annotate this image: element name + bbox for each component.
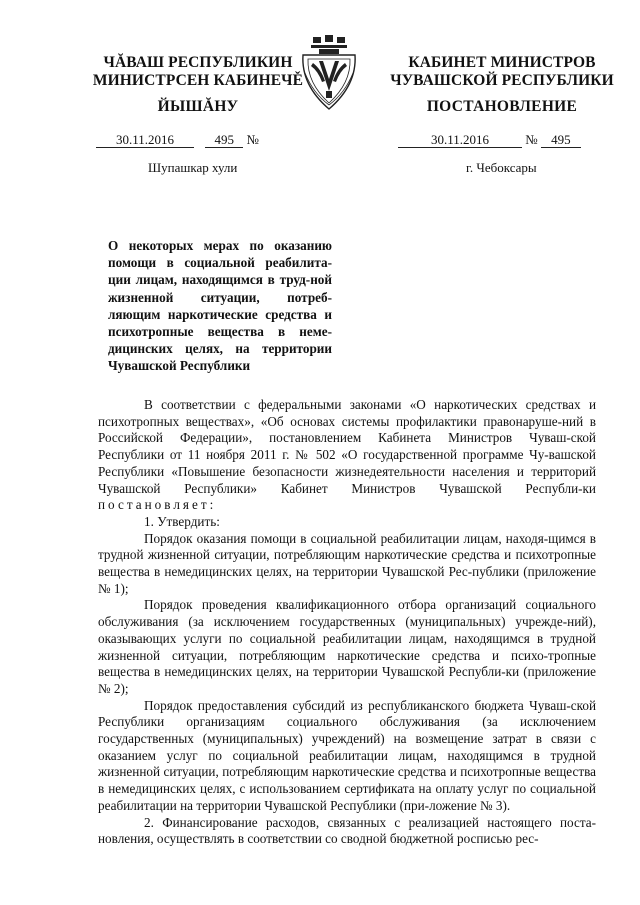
doctype-right: ПОСТАНОВЛЕНИЕ	[426, 98, 578, 115]
paragraph-appendix-2: Порядок проведения квалификационного отбора организаций социального обслуживания (за исключением государственных (муниципальных) учрежде-ний), оказывающих услуги по социальной реабилитации лицам, находящимся в трудной жизненной ситуации, потребляющим наркотические средства и психо-тропные вещества в немедицинских целях, на территории Чувашской Республи-ки (приложение № 2);	[98, 597, 596, 696]
place-left: Шупашкар хули	[148, 160, 238, 175]
header-right-line2: ЧУВАШСКОЙ РЕСПУБЛИКИ	[390, 72, 614, 89]
dateline-right	[398, 132, 581, 148]
paragraph-financing: 2. Финансирование расходов, связанных с реализацией настоящего поста-новления, осуществлять в соответствии со сводной бюджетной росписью рес-	[98, 814, 596, 847]
number-right: 495	[541, 133, 581, 148]
header-right-line1: КАБИНЕТ МИНИСТРОВ	[408, 54, 596, 71]
header-left	[68, 54, 328, 90]
header-left-line2: МИНИСТРСЕН КАБИНЕЧĚ	[92, 72, 304, 89]
paragraph-appendix-3: Порядок предоставления субсидий из республиканского бюджета Чуваш-ской Республики организациям социального обслуживания (за исключением государственных (муниципальных) учреждений) на возмещение затрат в связи с оказанием услуг по социальной реабилитации лицам, находящимся в трудной жизненной ситуации, потребляющим наркотические средства и психотропные вещества в немедицинских целях, с использованием сертификата на оплату услуг по социальной реабилитации на территории Чувашской Республики (при-ложение № 3).	[98, 697, 596, 813]
doctype-left: ЙЫШĂНУ	[157, 98, 239, 115]
document-body	[98, 397, 596, 848]
coat-of-arms-icon	[295, 33, 363, 113]
resolution-word: постановляет:	[98, 497, 217, 513]
number-sign-left: №	[246, 132, 259, 147]
place-right: г. Чебоксары	[466, 160, 537, 175]
date-left: 30.11.2016	[96, 133, 194, 148]
header-left-line1: ЧĂВАШ РЕСПУБЛИКИН	[103, 54, 293, 71]
header-right	[372, 54, 632, 90]
preamble-text: В соответствии с федеральными законами «О наркотических средствах и психотропных веществах», «Об основах системы профилактики правонаруше-ний в Российской Федерации», постановлением Кабинета Министров Чуваш-ской Республики от 11 ноября 2011 г. № 502 «О государственной программе Чу-вашской Республики «Повышение безопасности жизнедеятельности населения и территорий Чувашской Республики» Кабинет Министров Чувашской Республи-ки	[98, 397, 596, 496]
number-sign-right: №	[525, 132, 538, 147]
paragraph-preamble	[98, 397, 596, 514]
paragraph-appendix-1: Порядок оказания помощи в социальной реабилитации лицам, находя-щимся в трудной жизненной ситуации, потребляющим наркотические средства и психотропные вещества в немедицинских целях, на территории Чувашской Рес-публики (приложение № 1);	[98, 530, 596, 596]
paragraph-approve: 1. Утвердить:	[144, 513, 220, 529]
dateline-left	[96, 132, 259, 148]
document-title: О некоторых мерах по оказанию помощи в социальной реабилита-ции лицам, находящимся в труд-ной жизненной ситуации, потреб-ляющим наркотические средства и психотропные вещества в неме-дицинских целях, на территории Чувашской Республики	[108, 238, 332, 374]
number-left: 495	[205, 133, 243, 148]
date-right: 30.11.2016	[398, 133, 522, 148]
